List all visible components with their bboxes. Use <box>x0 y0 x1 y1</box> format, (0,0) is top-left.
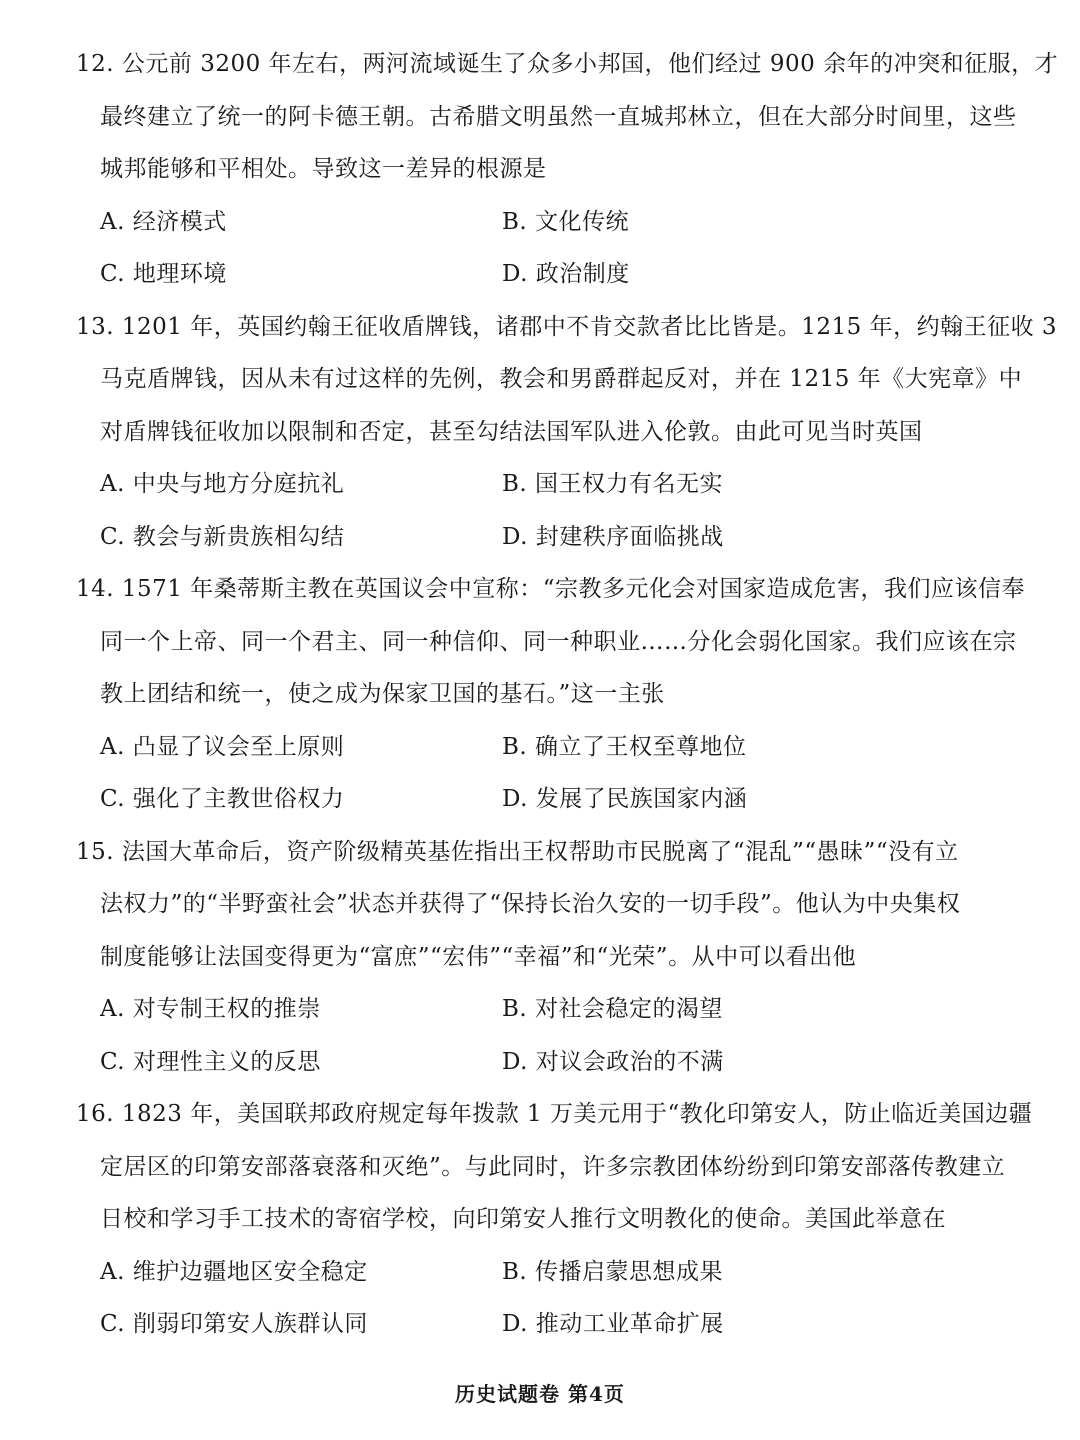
option-d: D. 政治制度 <box>502 261 630 287</box>
stem-line: 制度能够让法国变得更为“富庶”“宏伟”“幸福”和“光荣”。从中可以看出他 <box>100 943 857 970</box>
option-d: D. 封建秩序面临挑战 <box>502 523 724 550</box>
stem-line: 马克盾牌钱，因从未有过这样的先例，教会和男爵群起反对，并在 1215 年《大宪章》中 <box>100 366 1023 392</box>
question-stem <box>76 826 1020 984</box>
stem-line: 15. 法国大革命后，资产阶级精英基佐指出王权帮助市民脱离了“混乱”“愚昧”“没有立 <box>76 838 959 865</box>
option-b: B. 传播启蒙思想成果 <box>502 1258 724 1285</box>
option-a: A. 中央与地方分庭抗礼 <box>100 471 345 497</box>
stem-line: 定居区的印第安部落衰落和灭绝”。与此同时，许多宗教团体纷纷到印第安部落传教建立 <box>100 1153 1006 1180</box>
question-13 <box>76 301 1058 564</box>
question-stem <box>76 301 1058 459</box>
option-b: B. 国王权力有名无实 <box>502 471 724 497</box>
option-d: D. 对议会政治的不满 <box>502 1048 724 1075</box>
option-b: B. 对社会稳定的渴望 <box>502 996 724 1022</box>
stem-line: 日校和学习手工技术的寄宿学校，向印第安人推行文明教化的使命。美国此举意在 <box>100 1206 946 1232</box>
option-c: C. 对理性主义的反思 <box>100 1048 321 1075</box>
option-c: C. 强化了主教世俗权力 <box>100 786 345 812</box>
stem-line: 城邦能够和平相处。导致这一差异的根源是 <box>100 156 547 182</box>
option-b: B. 确立了王权至尊地位 <box>502 733 747 760</box>
answer-options <box>76 1246 1020 1351</box>
option-a: A. 维护边疆地区安全稳定 <box>100 1258 368 1285</box>
answer-options <box>76 458 1020 563</box>
question-stem <box>76 563 1025 721</box>
option-a: A. 对专制王权的推崇 <box>100 996 321 1022</box>
answer-options <box>76 721 1020 826</box>
option-c: C. 削弱印第安人族群认同 <box>100 1311 368 1337</box>
question-12 <box>76 38 1059 301</box>
stem-line: 同一个上帝、同一个君主、同一种信仰、同一种职业……分化会弱化国家。我们应该在宗 <box>100 628 1017 655</box>
stem-line: 16. 1823 年，美国联邦政府规定每年拨款 1 万美元用于“教化印第安人，防止临近美国边疆 <box>76 1101 1033 1127</box>
question-15 <box>76 826 1020 1089</box>
question-stem <box>76 1088 1033 1246</box>
stem-line: 12. 公元前 3200 年左右，两河流域诞生了众多小邦国，他们经过 900 余年的冲突和征服，才 <box>76 51 1059 77</box>
option-d: D. 推动工业革命扩展 <box>502 1311 724 1337</box>
stem-line: 13. 1201 年，英国约翰王征收盾牌钱，诸郡中不肯交款者比比皆是。1215 年，约翰王征收 3 <box>76 313 1058 340</box>
option-a: A. 凸显了议会至上原则 <box>100 733 345 760</box>
stem-line: 教上团结和统一，使之成为保家卫国的基石。”这一主张 <box>100 681 665 707</box>
stem-line: 最终建立了统一的阿卡德王朝。古希腊文明虽然一直城邦林立，但在大部分时间里，这些 <box>100 103 1017 130</box>
option-b: B. 文化传统 <box>502 208 630 235</box>
option-a: A. 经济模式 <box>100 208 227 235</box>
answer-options <box>76 196 1020 301</box>
option-c: C. 地理环境 <box>100 261 227 287</box>
option-d: D. 发展了民族国家内涵 <box>502 786 748 812</box>
question-16 <box>76 1088 1033 1351</box>
page-footer: 历史试题卷 第4页 <box>455 1382 625 1406</box>
stem-line: 法权力”的“半野蛮社会”状态并获得了“保持长治久安的一切手段”。他认为中央集权 <box>100 891 961 917</box>
answer-options <box>76 983 1020 1088</box>
question-stem <box>76 38 1059 196</box>
stem-line: 14. 1571 年桑蒂斯主教在英国议会中宣称：“宗教多元化会对国家造成危害，我们应该信奉 <box>76 576 1025 602</box>
option-c: C. 教会与新贵族相勾结 <box>100 523 345 550</box>
stem-line: 对盾牌钱征收加以限制和否定，甚至勾结法国军队进入伦敦。由此可见当时英国 <box>100 418 923 445</box>
question-14 <box>76 563 1025 826</box>
